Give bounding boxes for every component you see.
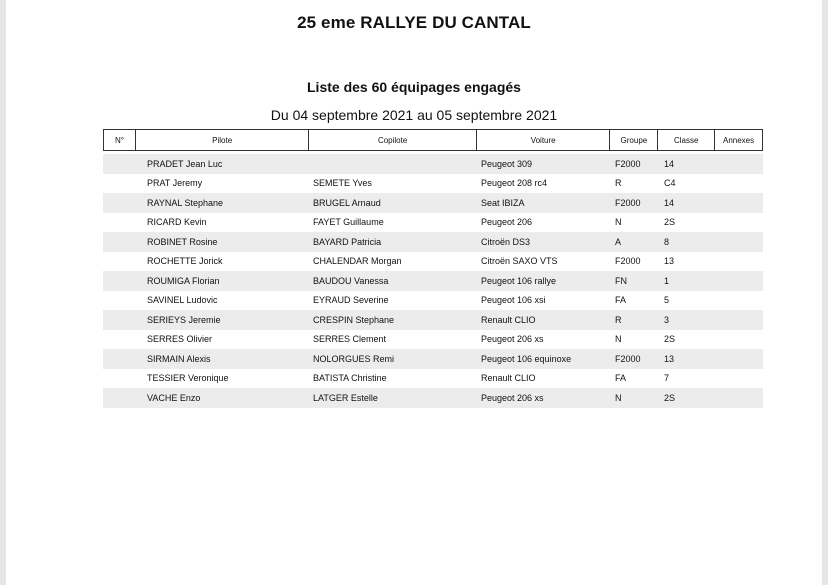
cell-pilote: TESSIER Veronique [147,373,229,384]
document-title: 25 eme RALLYE DU CANTAL [297,13,531,32]
cell-classe: 3 [664,314,670,325]
table-body [103,154,763,408]
document-dates: Du 04 septembre 2021 au 05 septembre 2021 [270,107,558,123]
cell-pilote: VACHE Enzo [147,392,201,403]
cell-groupe: F2000 [615,353,641,364]
table-row [103,232,763,252]
cell-groupe: FA [615,295,627,306]
cell-voiture: Peugeot 106 xsi [481,295,546,306]
cell-voiture: Citroën DS3 [481,236,531,247]
table-row [103,369,763,389]
cell-classe: 14 [664,158,675,169]
cell-copilote: LATGER Estelle [313,392,378,403]
table-row [103,349,763,369]
cell-classe: 2S [664,392,676,403]
cell-classe: 14 [664,197,675,208]
cell-classe: 2S [664,334,676,345]
table-row [103,271,763,291]
table-row [103,193,763,213]
cell-voiture: Citroën SAXO VTS [481,256,558,267]
cell-pilote: PRADET Jean Luc [147,158,223,169]
cell-pilote: ROCHETTE Jorick [147,256,223,267]
cell-groupe: F2000 [615,197,641,208]
cell-groupe: FN [615,275,627,286]
header-groupe: Groupe [610,130,658,150]
cell-voiture: Peugeot 208 rc4 [481,178,548,189]
cell-groupe: A [615,236,622,247]
cell-pilote: RAYNAL Stephane [147,197,224,208]
cell-copilote: SEMETE Yves [313,178,372,189]
header-voiture: Voiture [477,130,611,150]
table-row [103,252,763,272]
cell-voiture: Seat IBIZA [481,197,525,208]
cell-classe: 13 [664,256,675,267]
cell-groupe: R [615,314,622,325]
cell-groupe: N [615,217,622,228]
table-row [103,388,763,408]
cell-copilote: BAUDOU Vanessa [313,275,389,286]
header-pilote: Pilote [136,130,309,150]
cell-pilote: SERRES Olivier [147,334,213,345]
cell-groupe: N [615,334,622,345]
cell-pilote: ROUMIGA Florian [147,275,220,286]
table-row [103,154,763,174]
cell-voiture: Peugeot 206 xs [481,334,544,345]
table-header [103,129,763,151]
cell-voiture: Peugeot 206 [481,217,533,228]
cell-classe: C4 [664,178,676,189]
header-copilote: Copilote [309,130,476,150]
cell-voiture: Peugeot 106 rallye [481,275,557,286]
document-subtitle: Liste des 60 équipages engagés [307,79,521,95]
cell-pilote: RICARD Kevin [147,217,207,228]
cell-copilote: CRESPIN Stephane [313,314,395,325]
table-row [103,174,763,194]
cell-pilote: SIRMAIN Alexis [147,353,211,364]
cell-pilote: SERIEYS Jeremie [147,314,221,325]
cell-groupe: N [615,392,622,403]
header-classe: Classe [658,130,715,150]
cell-copilote: BRUGEL Arnaud [313,197,381,208]
cell-groupe: F2000 [615,256,641,267]
cell-voiture: Renault CLIO [481,373,536,384]
cell-classe: 7 [664,373,670,384]
cell-groupe: F2000 [615,158,641,169]
cell-copilote: CHALENDAR Morgan [313,256,402,267]
header-annexes: Annexes [723,135,755,145]
table-row [103,310,763,330]
cell-copilote: NOLORGUES Remi [313,353,395,364]
cell-classe: 2S [664,217,676,228]
cell-voiture: Renault CLIO [481,314,536,325]
header-num: N° [104,130,136,150]
cell-groupe: FA [615,373,627,384]
cell-pilote: PRAT Jeremy [147,178,203,189]
cell-copilote: SERRES Clement [313,334,387,345]
table-row [103,213,763,233]
cell-copilote: BATISTA Christine [313,373,387,384]
cell-pilote: ROBINET Rosine [147,236,218,247]
cell-classe: 13 [664,353,675,364]
cell-classe: 8 [664,236,670,247]
cell-groupe: R [615,178,622,189]
cell-copilote: EYRAUD Severine [313,295,389,306]
table-row [103,291,763,311]
cell-voiture: Peugeot 309 [481,158,533,169]
cell-classe: 1 [664,275,670,286]
cell-copilote: FAYET Guillaume [313,217,384,228]
cell-classe: 5 [664,295,670,306]
cell-voiture: Peugeot 206 xs [481,392,544,403]
cell-voiture: Peugeot 106 equinoxe [481,353,572,364]
cell-copilote: BAYARD Patricia [313,236,382,247]
table-row [103,330,763,350]
cell-pilote: SAVINEL Ludovic [147,295,218,306]
